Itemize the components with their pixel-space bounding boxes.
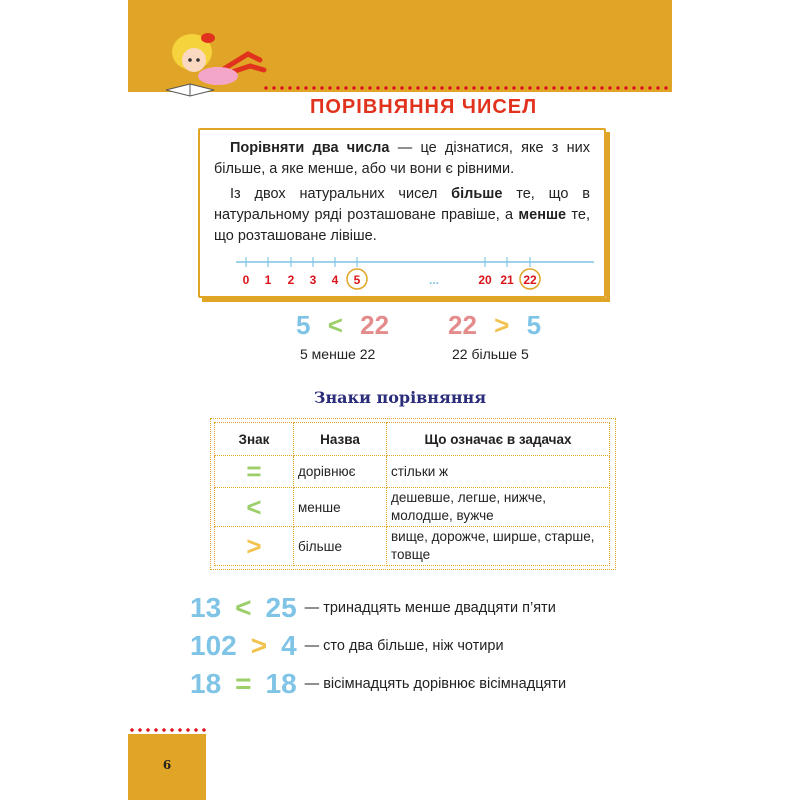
greater-than-sign: > (494, 310, 510, 340)
table-row (215, 456, 610, 488)
example-left-number: 13 (190, 592, 222, 623)
comparison-left: 5 (296, 310, 311, 340)
section-subtitle: Знаки порівняння (313, 388, 487, 407)
example-left-number: 18 (190, 668, 222, 699)
example-row (190, 630, 504, 662)
definition-paragraph-1: Порівняти два числа — це дізнатися, яке з них більше, а яке менше, або чи вони є рівними. (214, 140, 590, 177)
less-than-sign: < (235, 592, 252, 623)
less-than-sign: < (327, 310, 343, 340)
example-row (190, 668, 566, 700)
definition-paragraph-2: Із двох натуральних чисел більше те, що в натуральному ряді розташоване правіше, а менше те, що розташоване лівіше. (214, 186, 590, 244)
page-number: 6 (162, 758, 172, 772)
column-header: Знак (215, 423, 294, 456)
example-text: — тринадцять менше двадцяти п’яти (304, 600, 556, 616)
less-than-sign-cell: < (215, 488, 294, 527)
tick-label: 21 (500, 273, 514, 287)
comparison-2 (448, 310, 541, 341)
definition-text (214, 138, 590, 251)
page-title: ПОРІВНЯННЯ ЧИСЕЛ (310, 96, 538, 118)
tick-label: 22 (523, 273, 537, 287)
example-right-number: 25 (265, 592, 297, 623)
tick-label: 20 (478, 273, 492, 287)
comparison-2-caption: 22 більше 5 (452, 346, 529, 362)
meaning-cell: дешевше, легше, нижче, молодше, вужче (387, 488, 610, 527)
reading-girl-illustration (160, 14, 270, 104)
example-text: — вісімнадцять дорівнює вісімнадцяти (304, 676, 567, 692)
example-right-number: 18 (265, 668, 297, 699)
definition-box (198, 128, 606, 298)
column-header: Що означає в задачах (387, 423, 610, 456)
tick-label: 3 (309, 273, 317, 287)
equals-sign-cell: = (215, 456, 294, 488)
comparison-right: 5 (526, 310, 542, 340)
example-row (190, 592, 556, 624)
table-row (215, 488, 610, 527)
equals-sign: = (235, 668, 252, 699)
sign-name-cell: дорівнює (294, 456, 387, 488)
comparison-1-caption: 5 менше 22 (300, 346, 376, 362)
tick-label: 2 (287, 273, 295, 287)
example-left-number: 102 (190, 630, 237, 661)
meaning-cell: вище, дорожче, ширше, старше, товще (387, 527, 610, 566)
example-right-number: 4 (281, 630, 297, 661)
greater-than-sign: > (250, 630, 268, 661)
table-header-row (215, 423, 610, 456)
column-header: Назва (294, 423, 387, 456)
sign-name-cell: більше (294, 527, 387, 566)
tick-label: 5 (353, 273, 361, 287)
table-row (215, 527, 610, 566)
footer-dotted-line (128, 728, 206, 732)
greater-than-sign-cell: > (215, 527, 294, 566)
ellipsis-label: ... (428, 273, 440, 287)
comparison-signs-table (214, 422, 610, 566)
example-text: — сто два більше, ніж чотири (304, 638, 504, 654)
comparison-left: 22 (448, 310, 477, 340)
meaning-cell: стільки ж (387, 456, 610, 488)
sign-name-cell: менше (294, 488, 387, 527)
header-dotted-line (262, 86, 672, 90)
tick-label: 0 (242, 273, 250, 287)
comparison-right: 22 (360, 310, 390, 340)
number-line (236, 252, 594, 292)
tick-label: 4 (331, 273, 339, 287)
tick-label: 1 (264, 273, 272, 287)
comparison-1 (296, 310, 389, 341)
